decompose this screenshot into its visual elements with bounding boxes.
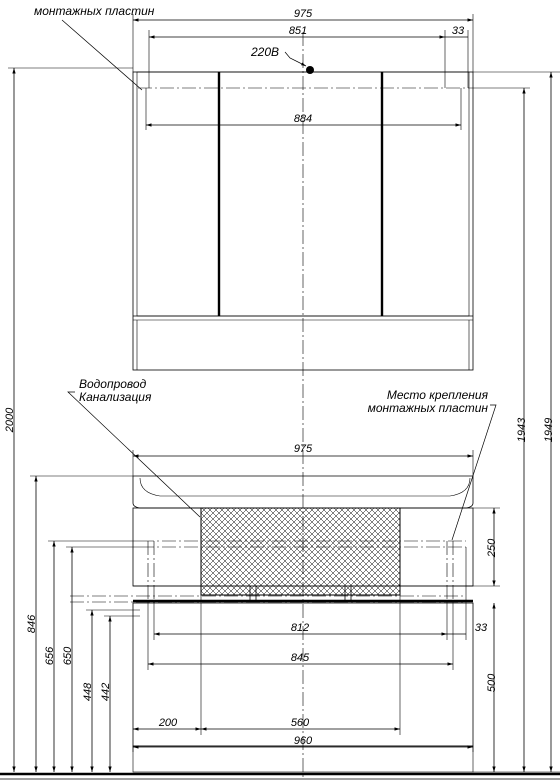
plumbing-label-water: Водопровод <box>79 377 147 391</box>
right-dimensions <box>466 72 560 772</box>
vanity-unit <box>70 476 473 772</box>
plumbing-leader <box>68 392 200 517</box>
left-dimensions <box>4 68 140 772</box>
dim-drawer-span: 845 <box>290 652 310 664</box>
dim-cutout-offset: 200 <box>158 717 178 729</box>
dim-lower-height: 500 <box>486 673 498 693</box>
dim-mount-2: 650 <box>62 646 74 666</box>
dim-vanity-top: 846 <box>26 614 38 634</box>
power-outlet-icon <box>306 66 314 74</box>
dim-upper-height: 250 <box>486 538 498 558</box>
dim-mount-top: 1943 <box>516 417 528 443</box>
mount-label-2: монтажных пластин <box>367 401 488 415</box>
dim-inner-width: 884 <box>293 113 313 125</box>
mount-label-1: Место крепления <box>386 388 488 402</box>
dim-cutout-width: 560 <box>290 717 310 729</box>
mirror-dimensions <box>34 4 473 130</box>
top-mounting-label: монтажных пластин <box>34 4 155 18</box>
top-mounting-leader <box>62 20 142 90</box>
mount-leader <box>452 405 496 540</box>
dim-hole-spacing: 851 <box>288 25 308 37</box>
dim-service-1: 448 <box>82 682 94 702</box>
dim-service-2: 442 <box>100 682 112 702</box>
dim-overall: 2000 <box>4 407 16 433</box>
dim-mount-spacing: 812 <box>290 622 310 634</box>
dim-edge-offset: 33 <box>451 25 465 37</box>
dim-mount-offset: 33 <box>474 622 488 634</box>
dim-cabinet-width: 960 <box>293 735 313 747</box>
plumbing-label-sewer: Канализация <box>79 390 152 404</box>
dim-mount-1: 656 <box>44 646 56 666</box>
dim-top-width: 975 <box>293 443 313 455</box>
power-label: 220В <box>250 45 280 59</box>
dim-mirror-width: 975 <box>293 8 313 20</box>
washbasin-bowl <box>140 478 470 496</box>
plumbing-cutout <box>201 508 400 595</box>
vanity-dimensions <box>133 443 488 752</box>
dim-mirror-top: 1949 <box>543 417 555 443</box>
